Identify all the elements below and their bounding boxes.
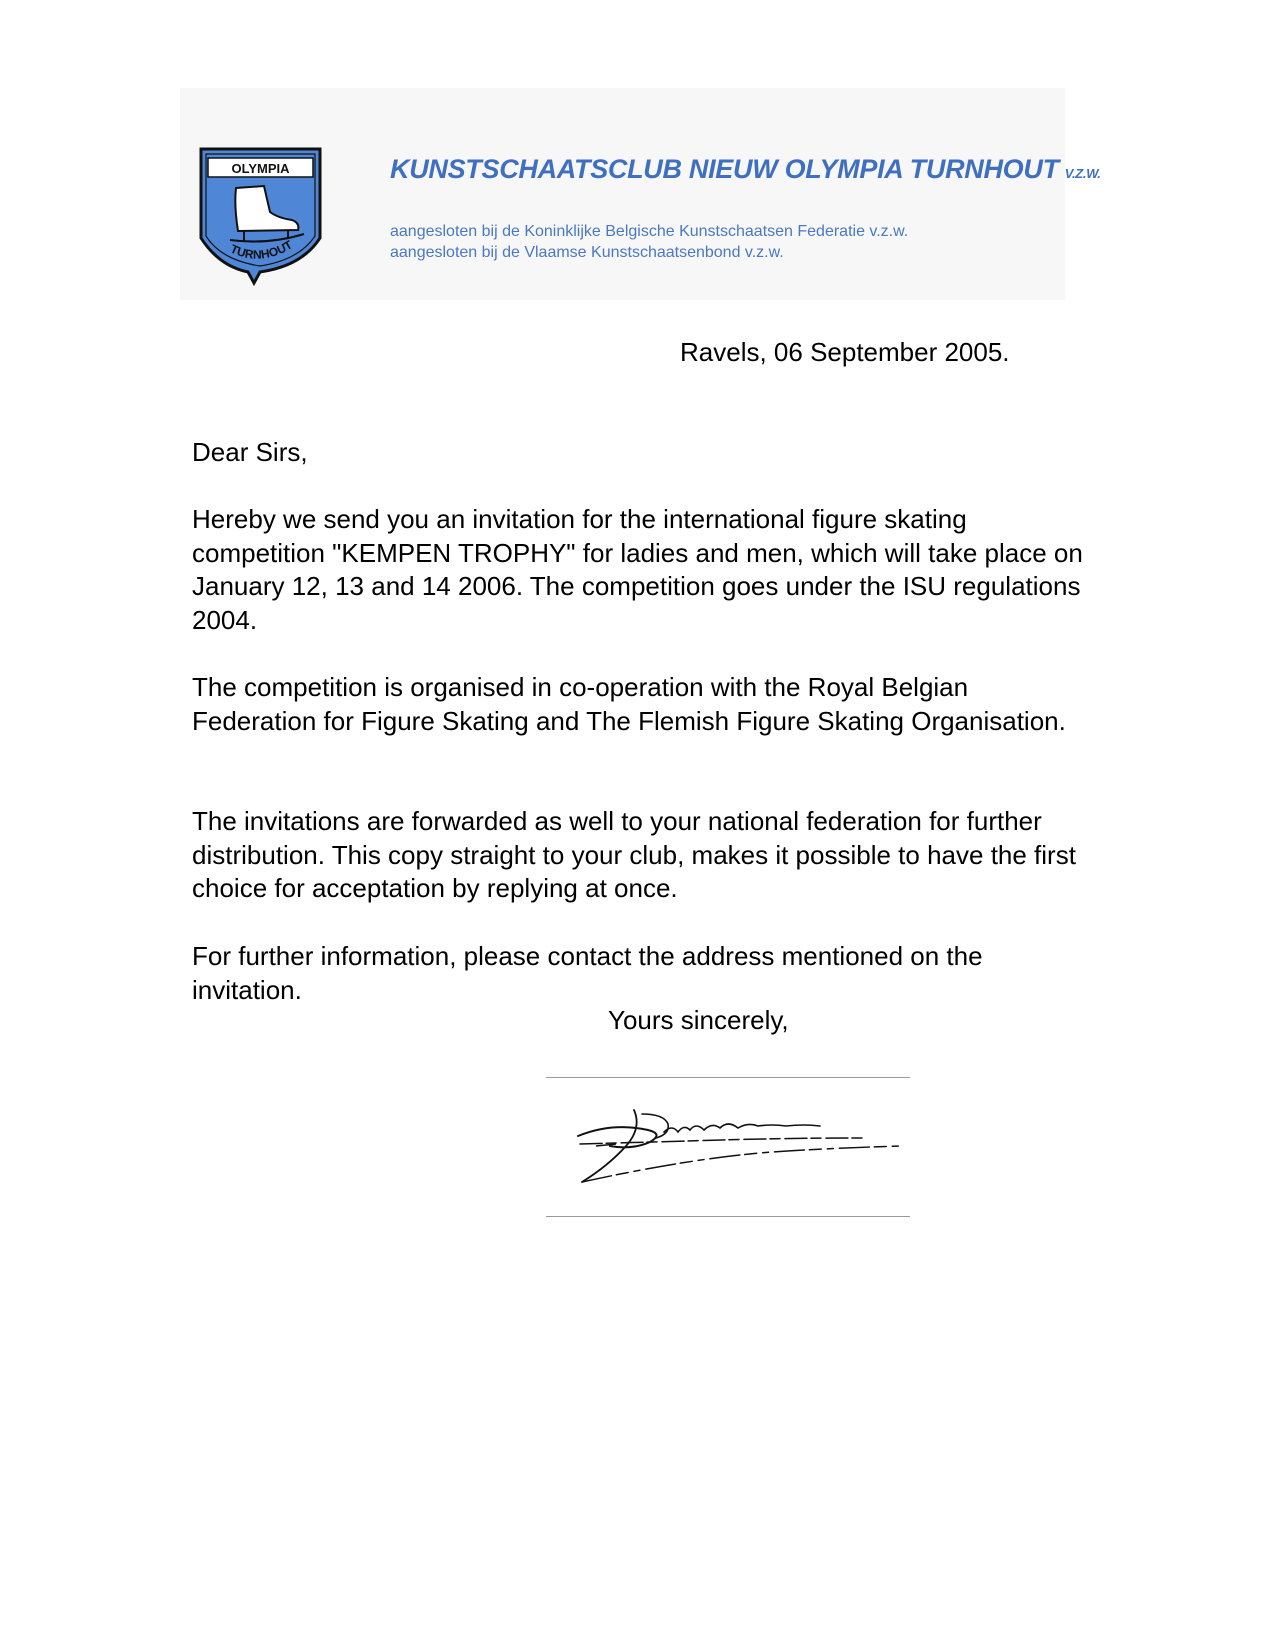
paragraph-distribution: The invitations are forwarded as well to your national federation for further distribution. This copy straight to your club, makes it possible to have the first choice for acceptation by replying at once.: [192, 806, 1076, 903]
affiliation-line-1: aangesloten bij de Koninklijke Belgische Kunstschaatsen Federatie v.z.w.: [390, 223, 909, 240]
paragraph-contact: For further information, please contact the address mentioned on the invitation.: [192, 941, 983, 1005]
paragraph-cooperation: The competition is organised in co-operation with the Royal Belgian Federation for Figure Skating and The Flemish Figure Skating Organisation.: [192, 672, 1066, 736]
place-date: Ravels, 06 September 2005.: [680, 337, 1010, 367]
signature-rule-bottom: [546, 1216, 910, 1217]
paragraph-invitation: Hereby we send you an invitation for the international figure skating competition "KEMPEN TROPHY" for ladies and men, which will take place on January 12, 13 and 14 2006. The competition goes under the ISU regulations 2004.: [192, 504, 1083, 635]
crest-bottom-text: TURNHOUT: [228, 237, 295, 262]
handwritten-signature: [572, 1100, 912, 1200]
club-name-text: KUNSTSCHAATSCLUB NIEUW OLYMPIA TURNHOUT: [390, 154, 1059, 184]
salutation: Dear Sirs,: [192, 437, 308, 467]
club-suffix: V.Z.W.: [1064, 166, 1101, 181]
crest-top-text: OLYMPIA: [231, 161, 290, 176]
letterhead: [180, 88, 1101, 300]
club-crest-logo: [198, 146, 323, 286]
signature-rule-top: [546, 1077, 910, 1078]
club-name-heading: [390, 154, 1101, 185]
closing: Yours sincerely,: [608, 1005, 789, 1035]
affiliation-line-2: aangesloten bij de Vlaamse Kunstschaatsenbond v.z.w.: [390, 244, 784, 261]
